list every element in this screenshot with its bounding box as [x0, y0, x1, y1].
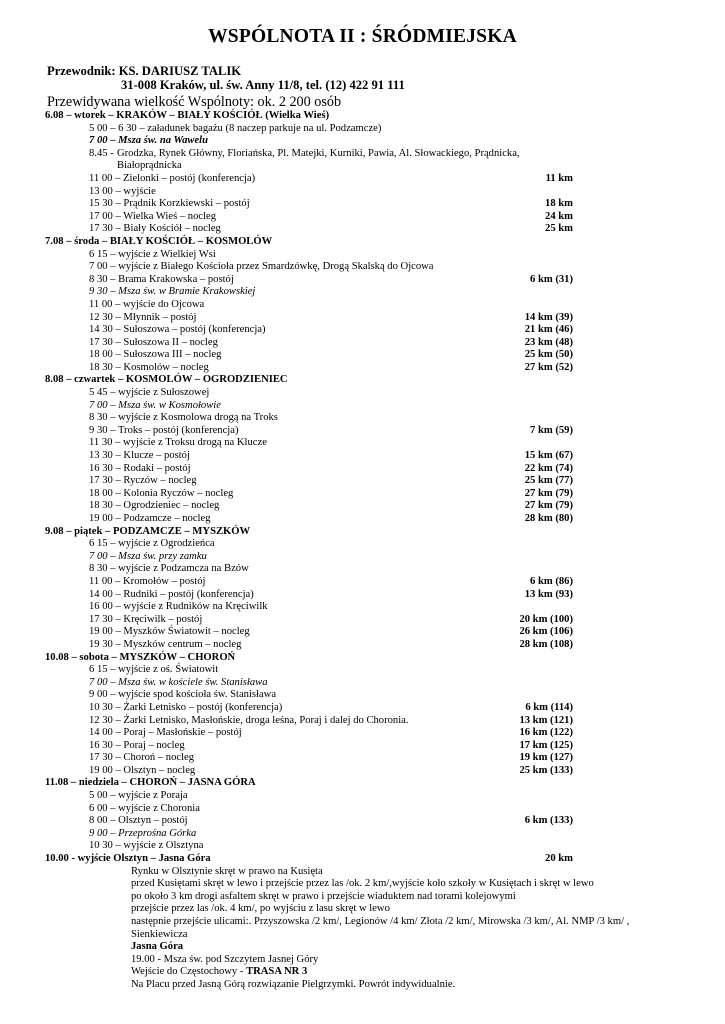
- note-text: Sienkiewicza: [131, 928, 188, 940]
- note-text: po około 3 km drogi asfaltem skręt w prawo i przejście wiaduktem nad torami kolejowymi: [131, 890, 516, 902]
- item-text: 12 30 – Żarki Letnisko, Masłońskie, droga leśna, Poraj i dalej do Choronia.: [89, 714, 409, 726]
- note-text: Wejście do Częstochowy -: [131, 966, 247, 978]
- schedule-item: [0, 815, 725, 828]
- item-text: 13 30 – Klucze – postój: [89, 450, 190, 462]
- item-text: 6.08 – wtorek – KRAKÓW – BIAŁY KOŚCIÓŁ (Wielka Wieś): [45, 110, 330, 121]
- item-text: 9.08 – piątek – PODZAMCZE – MYSZKÓW: [45, 525, 251, 537]
- schedule-item: [0, 324, 725, 337]
- schedule-item: [0, 437, 725, 450]
- note-line: [131, 929, 725, 942]
- schedule-item: [0, 513, 725, 526]
- day-header: [0, 374, 725, 387]
- item-text: 10 30 – wyjście z Olsztyna: [89, 840, 204, 852]
- schedule-item: [0, 387, 725, 400]
- schedule-item: [0, 551, 725, 564]
- note-line: [131, 891, 725, 904]
- schedule-item: [0, 299, 725, 312]
- distance-km: 18 km: [545, 198, 573, 210]
- day-header: [0, 236, 725, 249]
- schedule: [0, 110, 725, 992]
- note-text: Jasna Góra: [131, 941, 184, 953]
- schedule-item: [0, 450, 725, 463]
- schedule-item: [0, 337, 725, 350]
- item-text: 14 30 – Sułoszowa – postój (konferencja): [89, 324, 266, 336]
- distance-km: 17 km (125): [519, 739, 573, 751]
- item-text: 11 00 – Kromołów – postój: [89, 575, 206, 587]
- item-text: 10.08 – sobota – MYSZKÓW – CHOROŃ: [45, 651, 236, 663]
- guide-address: 31-008 Kraków, ul. św. Anny 11/8, tel. (12) 422 91 111: [121, 78, 405, 92]
- item-text: 18 30 – Ogrodzieniec – nocleg: [89, 500, 220, 512]
- item-text: 16 30 – Rodaki – postój: [89, 462, 191, 474]
- note-text: Na Placu przed Jasną Górą rozwiązanie Pielgrzymki. Powrót indywidualnie.: [131, 978, 456, 990]
- schedule-item: [0, 488, 725, 501]
- distance-km: 25 km (50): [524, 349, 573, 361]
- schedule-item: [0, 765, 725, 778]
- distance-km: 26 km (106): [519, 626, 573, 638]
- guide-name: Przewodnik: KS. DARIUSZ TALIK: [47, 64, 242, 78]
- item-text: 11 00 – wyjście do Ojcowa: [89, 298, 205, 310]
- item-text: 9 00 – wyjście spod kościoła św. Stanisława: [89, 689, 277, 701]
- distance-km: 20 km: [545, 853, 573, 865]
- schedule-item: [0, 576, 725, 589]
- note-line: [131, 916, 725, 929]
- item-text: 7 00 – Msza św. na Wawelu: [89, 135, 209, 147]
- item-text: Białoprądnicka: [117, 160, 182, 172]
- distance-km: 6 km (86): [530, 575, 573, 587]
- schedule-item: [0, 614, 725, 627]
- schedule-item: [0, 148, 725, 161]
- schedule-item: [0, 362, 725, 375]
- distance-km: 25 km (77): [524, 475, 573, 487]
- item-text: 6 15 – wyjście z oś. Światowit: [89, 664, 219, 676]
- item-text: 10 30 – Żarki Letnisko – postój (konferencja): [89, 701, 283, 713]
- note-text: Rynku w Olsztynie skręt w prawo na Kusięta: [131, 865, 323, 877]
- schedule-item: [0, 173, 725, 186]
- schedule-item: [0, 500, 725, 513]
- guide-block: [47, 64, 405, 92]
- distance-km: 6 km (31): [530, 273, 573, 285]
- distance-km: 6 km (114): [525, 701, 573, 713]
- item-text: 7 00 – wyjście z Białego Kościoła przez Smardzówkę, Drogą Skalską do Ojcowa: [89, 261, 434, 273]
- item-text: 18 00 – Kolonia Ryczów – nocleg: [89, 487, 234, 499]
- schedule-item: [0, 312, 725, 325]
- item-text: 7 00 – Msza św. w kościele św. Stanisława: [89, 676, 268, 688]
- schedule-item: [0, 274, 725, 287]
- schedule-item: [0, 211, 725, 224]
- schedule-item: [0, 160, 725, 173]
- schedule-item: [0, 702, 725, 715]
- day-header: [0, 526, 725, 539]
- day-header: [0, 110, 725, 123]
- distance-km: 25 km (133): [519, 764, 573, 776]
- distance-km: 25 km: [545, 223, 573, 235]
- schedule-item: [0, 639, 725, 652]
- item-text: 19 00 – Olsztyn – nocleg: [89, 764, 196, 776]
- distance-km: 20 km (100): [519, 613, 573, 625]
- schedule-item: [0, 186, 725, 199]
- schedule-item: [0, 626, 725, 639]
- distance-km: 13 km (121): [519, 714, 573, 726]
- item-text: 11.08 – niedziela – CHOROŃ – JASNA GÓRA: [45, 777, 256, 789]
- schedule-item: [0, 740, 725, 753]
- item-text: 10.00 - wyjście Olsztyn – Jasna Góra: [45, 853, 211, 865]
- item-text: 5 45 – wyjście z Sułoszowej: [89, 387, 210, 399]
- schedule-item: [0, 412, 725, 425]
- item-text: 17 30 – Kręciwilk – postój: [89, 613, 203, 625]
- schedule-item: [0, 135, 725, 148]
- distance-km: 16 km (122): [519, 727, 573, 739]
- distance-km: 6 km (133): [524, 815, 573, 827]
- distance-km: 7 km (59): [530, 424, 573, 436]
- distance-km: 27 km (79): [524, 487, 573, 499]
- item-text: 19 00 – Podzamcze – nocleg: [89, 513, 211, 524]
- item-text: 6 00 – wyjście z Choronia: [89, 802, 200, 814]
- note-text: następnie przejście ulicami:. Przyszowska /2 km/, Legionów /4 km/ Złota /2 km/, Mirowska /3 km/, Al. NMP /3 km/ ,: [131, 916, 630, 927]
- note-text: przejście przez las /ok. 4 km/, po wyjściu z lasu skręt w lewo: [131, 903, 390, 915]
- item-text: 8 30 – wyjście z Podzamcza na Bzów: [89, 563, 249, 575]
- note-text: 19.00 - Msza św. pod Szczytem Jasnej Góry: [131, 953, 319, 965]
- distance-km: 14 km (39): [524, 311, 573, 323]
- schedule-item: [0, 123, 725, 136]
- distance-km: 22 km (74): [524, 462, 573, 474]
- schedule-item: [0, 715, 725, 728]
- item-text: 9 30 – Msza św. w Bramie Krakowskiej: [89, 286, 256, 298]
- distance-km: 28 km (80): [524, 513, 573, 524]
- item-text: Grodzka, Rynek Główny, Floriańska, Pl. Matejki, Kurniki, Pawia, Al. Słowackiego, Prądnicka,: [117, 147, 520, 159]
- item-text: 7.08 – środa – BIAŁY KOŚCIÓŁ – KOSMOLÓW: [45, 235, 273, 247]
- item-text: 15 30 – Prądnik Korzkiewski – postój: [89, 198, 250, 210]
- schedule-item: [0, 664, 725, 677]
- schedule-item: [0, 563, 725, 576]
- schedule-item: [0, 475, 725, 488]
- item-text: 17 30 – Sułoszowa II – nocleg: [89, 336, 218, 348]
- item-text: 6 15 – wyjście z Ogrodzieńca: [89, 538, 215, 550]
- schedule-item: [0, 601, 725, 614]
- day-header: [0, 652, 725, 665]
- item-text: 16 30 – Poraj – nocleg: [89, 739, 185, 751]
- note-line: [131, 866, 725, 879]
- distance-km: 23 km (48): [524, 336, 573, 348]
- item-text: 17 30 – Choroń – nocleg: [89, 752, 195, 764]
- note-line: [131, 878, 725, 891]
- schedule-item: [0, 286, 725, 299]
- distance-km: 28 km (108): [519, 638, 573, 650]
- item-time: 8.45 -: [89, 147, 114, 159]
- schedule-item: [0, 828, 725, 841]
- item-text: 18 30 – Kosmolów – nocleg: [89, 361, 209, 373]
- item-text: 17 30 – Biały Kościół – nocleg: [89, 223, 221, 235]
- item-text: 11 00 – Zielonki – postój (konferencja): [89, 172, 256, 184]
- distance-km: 21 km (46): [524, 324, 573, 336]
- schedule-item: [0, 727, 725, 740]
- distance-km: 13 km (93): [524, 588, 573, 600]
- item-text: 12 30 – Młynnik – postój: [89, 311, 197, 323]
- route-notes: [0, 866, 725, 992]
- distance-km: 15 km (67): [524, 450, 573, 462]
- item-text: 14 00 – Poraj – Masłońskie – postój: [89, 727, 242, 739]
- note-line: [131, 941, 725, 954]
- item-text: 7 00 – Msza św. przy zamku: [89, 550, 207, 562]
- item-text: 7 00 – Msza św. w Kosmołowie: [89, 399, 221, 411]
- page-title: WSPÓLNOTA II : ŚRÓDMIEJSKA: [208, 26, 517, 47]
- schedule-item: [0, 349, 725, 362]
- item-text: 13 00 – wyjście: [89, 185, 156, 197]
- item-text: 18 00 – Sułoszowa III – nocleg: [89, 349, 222, 361]
- item-text: 14 00 – Rudniki – postój (konferencja): [89, 588, 254, 600]
- schedule-item: [0, 198, 725, 211]
- schedule-item: [0, 803, 725, 816]
- schedule-item: [0, 400, 725, 413]
- item-text: 8 00 – Olsztyn – postój: [89, 815, 188, 827]
- schedule-item: [0, 223, 725, 236]
- schedule-item: [0, 425, 725, 438]
- schedule-item: [0, 249, 725, 262]
- item-text: 11 30 – wyjście z Troksu drogą na Klucze: [89, 437, 267, 449]
- distance-km: 27 km (79): [524, 500, 573, 512]
- day-header: [0, 853, 725, 866]
- note-text: przed Kusiętami skręt w lewo i przejście przez las /ok. 2 km/,wyjście koło szkoły w Kusiętach i skręt w lewo: [131, 878, 594, 890]
- item-text: 17 00 – Wielka Wieś – nocleg: [89, 210, 217, 222]
- item-text: 6 15 – wyjście z Wielkiej Wsi: [89, 248, 216, 260]
- distance-km: 24 km: [545, 210, 573, 222]
- note-line: [131, 979, 725, 992]
- schedule-item: [0, 677, 725, 690]
- item-text: 8 30 – Brama Krakowska – postój: [89, 273, 234, 285]
- item-text: 19 30 – Myszków centrum – nocleg: [89, 638, 242, 650]
- item-text: 9 30 – Troks – postój (konferencja): [89, 424, 239, 436]
- route-number: TRASA NR 3: [246, 966, 308, 978]
- distance-km: 19 km (127): [519, 752, 573, 764]
- schedule-item: [0, 463, 725, 476]
- item-text: 5 00 – 6 30 – załadunek bagażu (8 naczep parkuje na ul. Podzamcze): [89, 122, 382, 134]
- day-header: [0, 777, 725, 790]
- note-line: [131, 966, 725, 979]
- item-text: 8.08 – czwartek – KOSMOLÓW – OGRODZIENIEC: [45, 374, 288, 386]
- item-text: 16 00 – wyjście z Rudników na Kręciwilk: [89, 601, 268, 613]
- item-text: 19 00 – Myszków Światowit – nocleg: [89, 626, 250, 638]
- distance-km: 11 km: [545, 172, 573, 184]
- item-text: 17 30 – Ryczów – nocleg: [89, 475, 197, 487]
- note-line: [131, 954, 725, 967]
- item-text: 9 00 – Przeprośna Górka: [89, 827, 197, 839]
- distance-km: 27 km (52): [524, 361, 573, 373]
- schedule-item: [0, 261, 725, 274]
- schedule-item: [0, 538, 725, 551]
- item-text: 5 00 – wyjście z Poraja: [89, 790, 188, 802]
- schedule-item: [0, 589, 725, 602]
- item-text: 8 30 – wyjście z Kosmolowa drogą na Troks: [89, 412, 278, 424]
- note-line: [131, 903, 725, 916]
- schedule-item: [0, 752, 725, 765]
- schedule-item: [0, 840, 725, 853]
- schedule-item: [0, 790, 725, 803]
- schedule-item: [0, 689, 725, 702]
- community-size: Przewidywana wielkość Wspólnoty: ok. 2 200 osób: [47, 94, 342, 110]
